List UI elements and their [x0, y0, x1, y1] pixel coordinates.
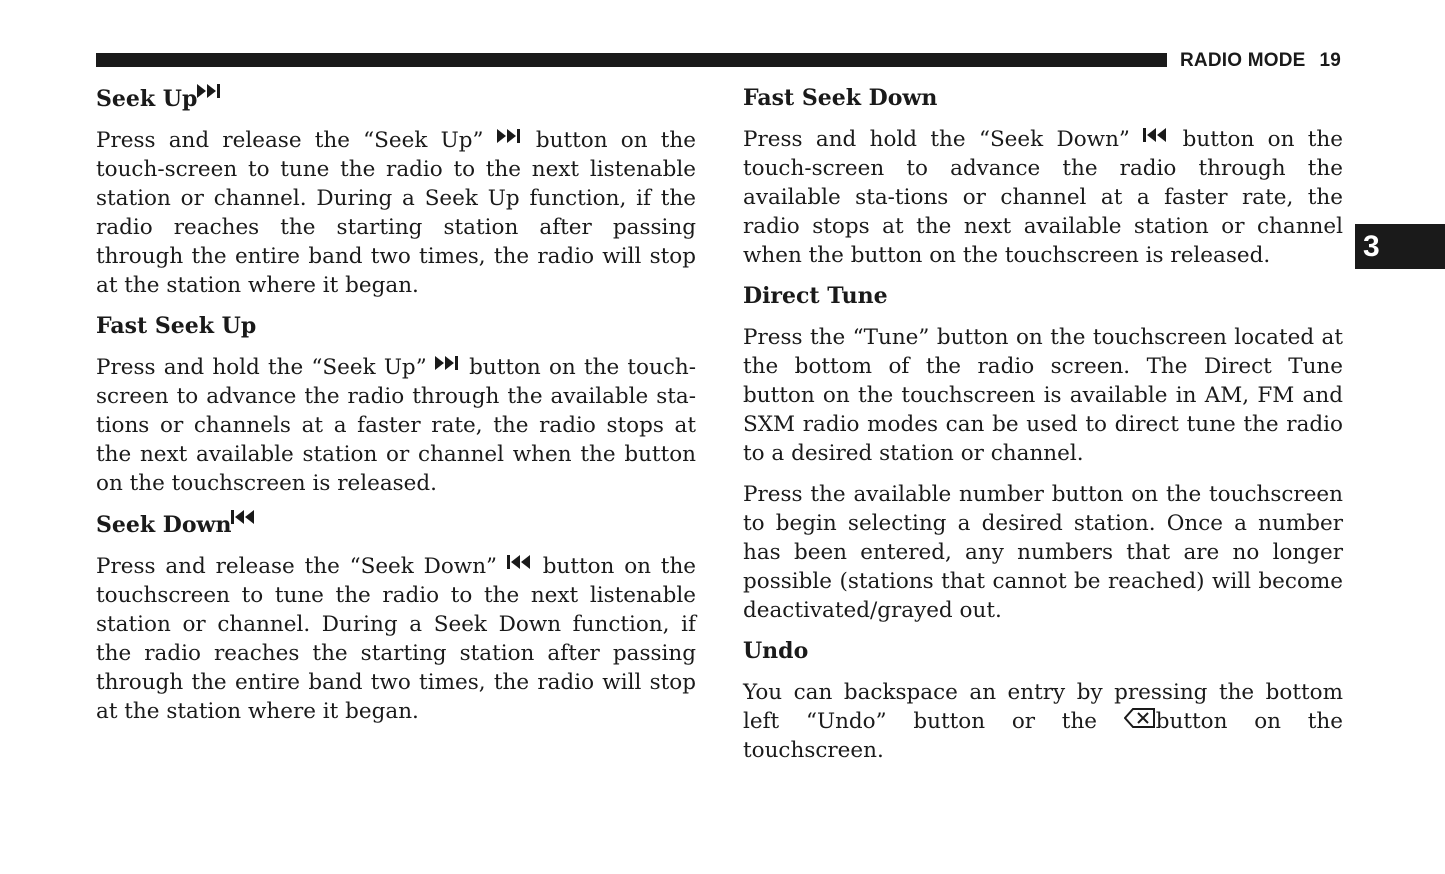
seek-up-text: Press and release the “Seek Up” button on the touch-screen to tune the radio to the next listenable station or channel. During a Seek Up function, if the radio reaches the starting station after passing through the entire band two times, the radio will stop at the station where it began. — [96, 128, 697, 298]
undo-text: You can backspace an entry by pressing the bottom left “Undo” button or the button on the touchscreen. — [743, 680, 1343, 763]
undo-heading: Undo — [743, 638, 809, 664]
fast-seek-up-heading: Fast Seek Up — [96, 313, 257, 339]
fast-seek-up-text: Press and hold the “Seek Up” button on the touch-screen to advance the radio through the available sta-tions or channels at a faster rate, the radio stops at the next available station or channel when the button on the touchscreen is released. — [96, 355, 696, 496]
section-title: RADIO MODE — [1180, 50, 1306, 71]
header-rule — [96, 53, 1167, 67]
seek-down-heading: Seek Down — [96, 510, 696, 540]
seek-down-text: Press and release the “Seek Down” button on the touchscreen to tune the radio to the next listenable station or channel. During a Seek Down function, if the radio reaches the starting station after passing through the entire band two times, the radio will stop at the station where it began. — [96, 554, 697, 724]
seek-back-icon — [507, 555, 533, 569]
seek-forward-icon — [435, 356, 461, 370]
direct-tune-heading: Direct Tune — [743, 283, 888, 309]
page-number: 19 — [1319, 50, 1342, 71]
seek-forward-icon — [497, 129, 523, 143]
seek-up-heading: Seek Up — [96, 84, 696, 114]
right-column — [743, 84, 1343, 777]
direct-tune-text-1: Press the “Tune” button on the touchscreen located at the bottom of the radio screen. The Direct Tune button on the touchscreen is available in AM, FM and SXM radio modes can be used to direct tune the radio to a desired station or channel. — [743, 325, 1343, 466]
fast-seek-down-text: Press and hold the “Seek Down” button on the touch-screen to advance the radio through the available sta-tions or channel at a faster rate, the radio stops at the next available station or channel when the button on the touchscreen is released. — [743, 127, 1343, 268]
backspace-icon — [1124, 708, 1156, 728]
seek-forward-icon — [197, 84, 223, 98]
direct-tune-text-2: Press the available number button on the touchscreen to begin selecting a desired station. Once a number has been entered, any numbers that are no longer possible (stations that cannot be reached) will become deactivated/grayed out. — [743, 482, 1343, 623]
left-column — [96, 84, 696, 738]
chapter-tab: 3 — [1355, 224, 1445, 269]
fast-seek-down-heading: Fast Seek Down — [743, 85, 938, 111]
seek-back-icon — [1143, 128, 1169, 142]
running-header — [1180, 50, 1341, 72]
seek-back-icon — [231, 510, 257, 524]
